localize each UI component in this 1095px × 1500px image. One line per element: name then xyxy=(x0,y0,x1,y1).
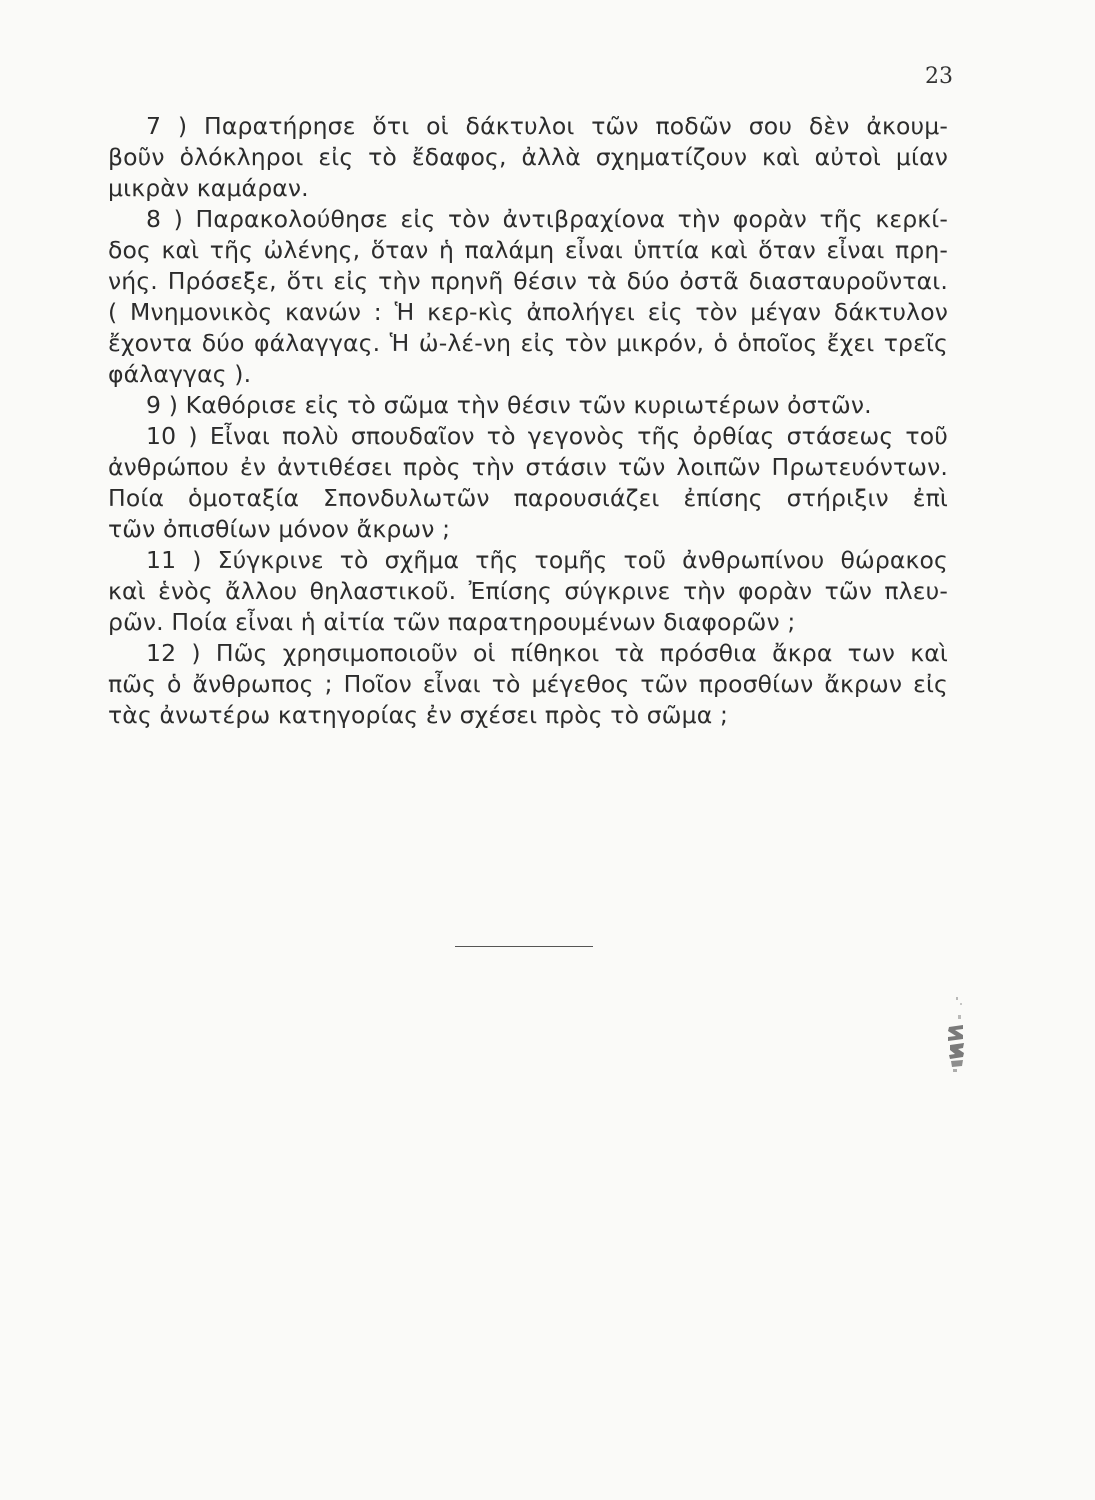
text-line: 10 ) Εἶναι πολὺ σπουδαῖον τὸ γεγονὸς τῆς ὀρθίας στάσεως τοῦ xyxy=(146,422,948,450)
text-line: ρῶν. Ποία εἶναι ἡ αἰτία τῶν παρατηρουμένων διαφορῶν ; xyxy=(108,608,796,636)
page-number: 23 xyxy=(925,64,953,89)
text-line: ἔχοντα δύο φάλαγγας. Ἡ ὠ-λέ-νη εἰς τὸν μικρόν, ὁ ὁποῖος ἔχει τρεῖς xyxy=(108,329,948,357)
page-body xyxy=(108,111,948,731)
text-line: 12 ) Πῶς χρησιμοποιοῦν οἱ πίθηκοι τὰ πρόσθια ἄκρα των καὶ xyxy=(146,639,948,667)
text-line: 7 ) Παρατήρησε ὅτι οἱ δάκτυλοι τῶν ποδῶν σου δὲν ἀκουμ- xyxy=(146,112,948,140)
text-line: τῶν ὀπισθίων μόνον ἄκρων ; xyxy=(108,515,451,543)
text-line: νής. Πρόσεξε, ὅτι εἰς τὴν πρηνῆ θέσιν τὰ δύο ὀστᾶ διασταυροῦνται. xyxy=(108,267,948,295)
text-line: Ποία ὁμοταξία Σπονδυλωτῶν παρουσιάζει ἐπίσης στήριξιν ἐπὶ xyxy=(108,484,948,512)
text-line: βοῦν ὁλόκληροι εἰς τὸ ἔδαφος, ἀλλὰ σχηματίζουν καὶ αὐτοὶ μίαν xyxy=(108,143,948,171)
text-line: ἀνθρώπου ἐν ἀντιθέσει πρὸς τὴν στάσιν τῶν λοιπῶν Πρωτευόντων. xyxy=(108,453,948,481)
text-line: 8 ) Παρακολούθησε εἰς τὸν ἀντιβραχίονα τὴν φορὰν τῆς κερκί- xyxy=(146,205,948,233)
text-line: δος καὶ τῆς ὠλένης, ὅταν ἡ παλάμη εἶναι ὑπτία καὶ ὅταν εἶναι πρη- xyxy=(108,236,948,264)
text-line: ( Μνημονικὸς κανών : Ἡ κερ-κὶς ἀπολήγει εἰς τὸν μέγαν δάκτυλον xyxy=(108,298,948,326)
library-stamp-icon xyxy=(936,995,972,1075)
paragraph-7 xyxy=(108,111,948,204)
paragraph-11 xyxy=(108,545,948,638)
text-line: καὶ ἑνὸς ἄλλου θηλαστικοῦ. Ἐπίσης σύγκρινε τὴν φορὰν τῶν πλευ- xyxy=(108,577,948,605)
text-line: πῶς ὁ ἄνθρωπος ; Ποῖον εἶναι τὸ μέγεθος τῶν προσθίων ἄκρων εἰς xyxy=(108,670,948,698)
text-line: μικρὰν καμάραν. xyxy=(108,174,309,202)
text-line: 11 ) Σύγκρινε τὸ σχῆμα τῆς τομῆς τοῦ ἀνθρωπίνου θώρακος xyxy=(146,546,948,574)
text-line: φάλαγγας ). xyxy=(108,360,252,388)
paragraph-8 xyxy=(108,204,948,390)
text-line: τὰς ἀνωτέρω κατηγορίας ἐν σχέσει πρὸς τὸ σῶμα ; xyxy=(108,701,729,729)
section-divider xyxy=(455,946,593,947)
paragraph-12 xyxy=(108,638,948,731)
paragraph-10 xyxy=(108,421,948,545)
paragraph-9 xyxy=(108,390,948,421)
text-line: 9 ) Καθόρισε εἰς τὸ σῶμα τὴν θέσιν τῶν κυριωτέρων ὀστῶν. xyxy=(146,391,872,419)
